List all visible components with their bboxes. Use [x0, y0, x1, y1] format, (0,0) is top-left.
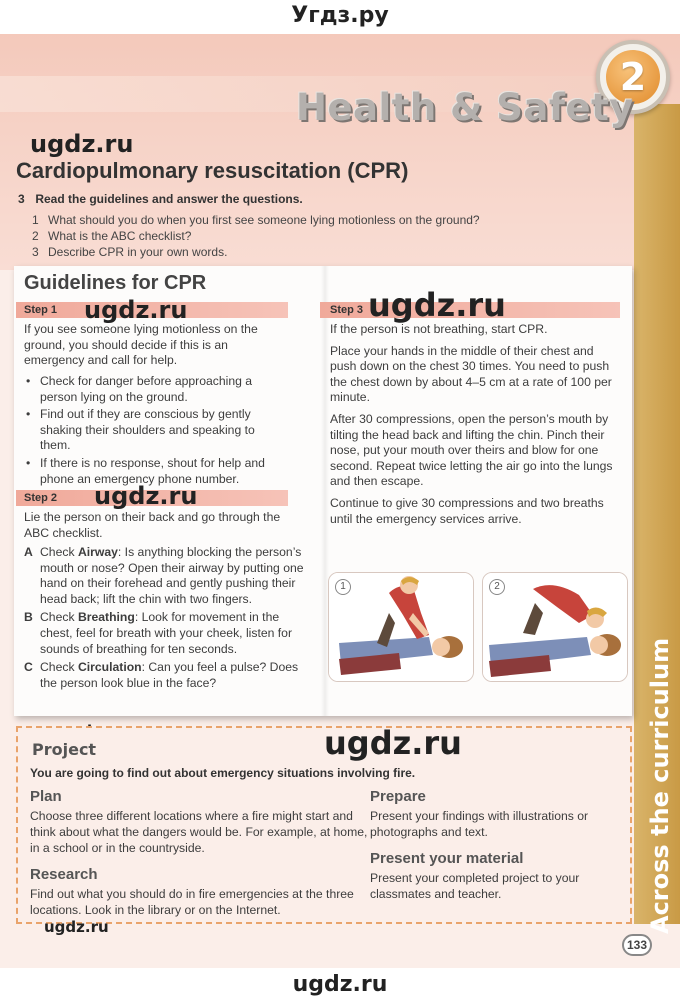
- task-text: Read the guidelines and answer the questions.: [35, 192, 303, 206]
- question-item: 2 What is the ABC checklist?: [32, 229, 192, 243]
- page-number: 133: [622, 934, 652, 956]
- research-text: Find out what you should do in fire emergencies at the three locations. Look in the library or on the Internet.: [30, 887, 354, 917]
- step3-text: [330, 322, 614, 527]
- cpr-rescue-breath-illustration: [483, 573, 628, 682]
- watermark: ugdz.ru: [94, 482, 198, 510]
- checklist-item-a: A Check Airway: Is anything blocking the person’s mouth or nose? Open their airway by putting one hand on their forehead and gently pushing their head back; lift the chin with two fingers.: [24, 545, 304, 606]
- step1-bullets: [24, 374, 288, 487]
- watermark: ugdz.ru: [368, 286, 506, 324]
- site-header: Угдз.ру: [0, 0, 680, 34]
- question-item: 1 What should you do when you first see someone lying motionless on the ground?: [32, 213, 480, 227]
- checklist-item-c: C Check Circulation: Can you feel a pulse? Does the person look blue in the face?: [24, 660, 299, 690]
- plan-heading: Plan: [30, 788, 62, 805]
- list-item: • Check for danger before approaching a person lying on the ground.: [24, 374, 288, 405]
- present-text: Present your completed project to your classmates and teacher.: [370, 871, 580, 901]
- step1-intro: If you see someone lying motionless on the ground, you should decide if this is an emergency and call for help.: [24, 322, 258, 368]
- abc-checklist: [24, 545, 310, 691]
- question-item: 3 Describe CPR in your own words.: [32, 245, 228, 259]
- list-item: • If there is no response, shout for help and phone an emergency phone number.: [24, 456, 288, 487]
- step2-intro: Lie the person on their back and go through the ABC checklist.: [24, 510, 281, 540]
- prepare-text: Present your findings with illustrations or photographs and text.: [370, 809, 589, 839]
- section-title: Cardiopulmonary resuscitation (CPR): [16, 158, 409, 183]
- plan-text: Choose three different locations where a fire might start and think about what the dangers would be. For example, at home, in a school or in the countryside.: [30, 809, 368, 855]
- project-box: [16, 726, 632, 924]
- list-item: • Find out if they are conscious by gently shaking their shoulders and speaking to them.: [24, 407, 288, 454]
- prepare-heading: Prepare: [370, 788, 426, 805]
- checklist-item-b: B Check Breathing: Look for movement in the chest, feel for breath with your cheek, listen for sounds of breathing for ten seconds.: [24, 610, 292, 656]
- watermark: ugdz.ru: [324, 724, 462, 762]
- cpr-compression-illustration: [329, 573, 474, 682]
- picture-number: 2: [489, 579, 505, 595]
- guidelines-title: Guidelines for CPR: [24, 272, 207, 294]
- project-title: Project: [32, 740, 97, 759]
- task-instruction: [18, 192, 303, 206]
- sidebar-label-wrap: [640, 637, 680, 934]
- step1-bar: Step 1: [16, 302, 288, 318]
- picture-number: 1: [335, 579, 351, 595]
- unit-number: 2: [606, 50, 660, 104]
- step3-para: After 30 compressions, open the person’s mouth by tilting the head back and lifting the chin. Pinch their nose, put your mouth over theirs and blow for one second. Repeat twice letting the air go into the lungs and then escape.: [330, 411, 613, 489]
- step3-para: Continue to give 30 compressions and two breaths until the emergency services arrive.: [330, 495, 604, 526]
- task-number: 3: [18, 192, 25, 206]
- cpr-illustration-1: [328, 572, 474, 682]
- project-lead: You are going to find out about emergency situations involving fire.: [30, 766, 416, 780]
- step2-bar: Step 2: [16, 490, 288, 506]
- unit-title: Health & Safety: [296, 86, 634, 129]
- step3-para: Place your hands in the middle of their chest and push down on the chest 30 times. You need to push the chest down by about 4–5 cm at a rate of 100 per minute.: [330, 343, 612, 405]
- textbook-page: [0, 34, 680, 968]
- question-list: [32, 212, 480, 260]
- site-footer: ugdz.ru: [0, 968, 680, 1004]
- sidebar-label: Across the curriculum: [646, 637, 674, 934]
- research-heading: Research: [30, 866, 98, 883]
- guidelines-card: [14, 266, 632, 716]
- watermark: ugdz.ru: [30, 130, 134, 158]
- cpr-illustration-2: [482, 572, 628, 682]
- watermark: ugdz.ru: [44, 918, 109, 936]
- present-heading: Present your material: [370, 850, 524, 867]
- step3-para: If the person is not breathing, start CPR.: [330, 322, 548, 336]
- step3-bar: Step 3: [320, 302, 620, 318]
- watermark: ugdz.ru: [84, 296, 188, 324]
